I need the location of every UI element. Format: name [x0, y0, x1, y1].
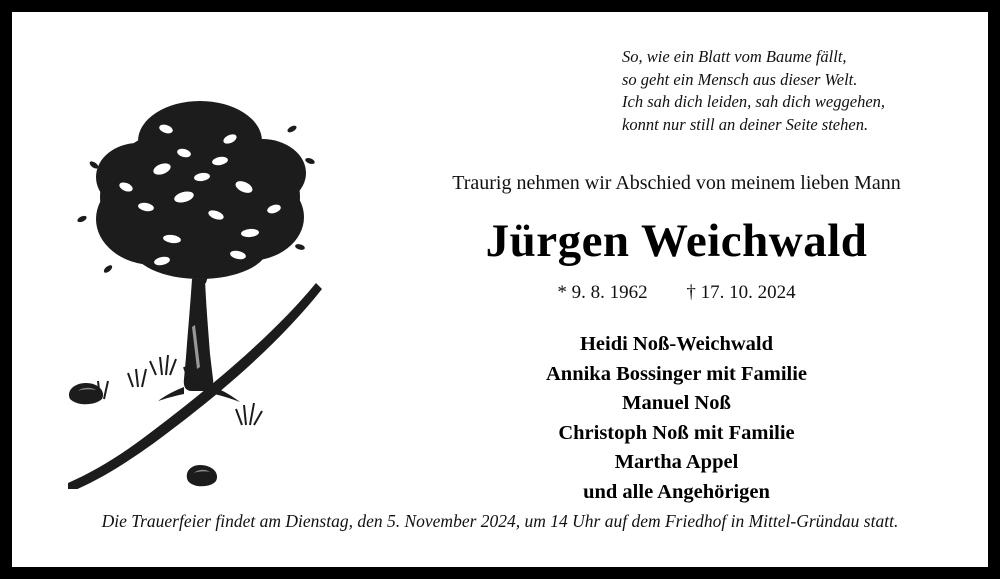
death-date: † 17. 10. 2024 — [686, 282, 796, 303]
deceased-name: Jürgen Weichwald — [485, 215, 868, 267]
list-item: Annika Bossinger mit Familie — [545, 362, 807, 385]
list-item: und alle Angehörigen — [583, 480, 770, 503]
list-item: Manuel Noß — [622, 392, 731, 414]
poem-line: so geht ein Mensch aus dieser Welt. — [622, 69, 858, 89]
notice-inner-frame — [10, 10, 990, 569]
poem-line: konnt nur still an deiner Seite stehen. — [622, 114, 869, 134]
tree-with-path-illustration — [34, 69, 344, 489]
intro-text: Traurig nehmen wir Abschied von meinem lieben Mann — [452, 172, 901, 194]
funeral-details: Die Trauerfeier findet am Dienstag, den 5. November 2024, um 14 Uhr auf dem Friedhof in Mittel-Gründau statt. — [101, 511, 899, 531]
list-item: Heidi Noß-Weichwald — [579, 333, 774, 355]
survivors-list — [349, 330, 1000, 507]
life-dates — [349, 282, 1000, 304]
notice-content — [24, 24, 976, 555]
poem-verse — [622, 46, 992, 136]
poem-line: Ich sah dich leiden, sah dich weggehen, — [622, 92, 886, 111]
birth-date: * 9. 8. 1962 — [557, 282, 648, 303]
list-item: Martha Appel — [614, 451, 739, 473]
list-item: Christoph Noß mit Familie — [558, 421, 795, 444]
poem-line: So, wie ein Blatt vom Baume fällt, — [622, 47, 847, 66]
